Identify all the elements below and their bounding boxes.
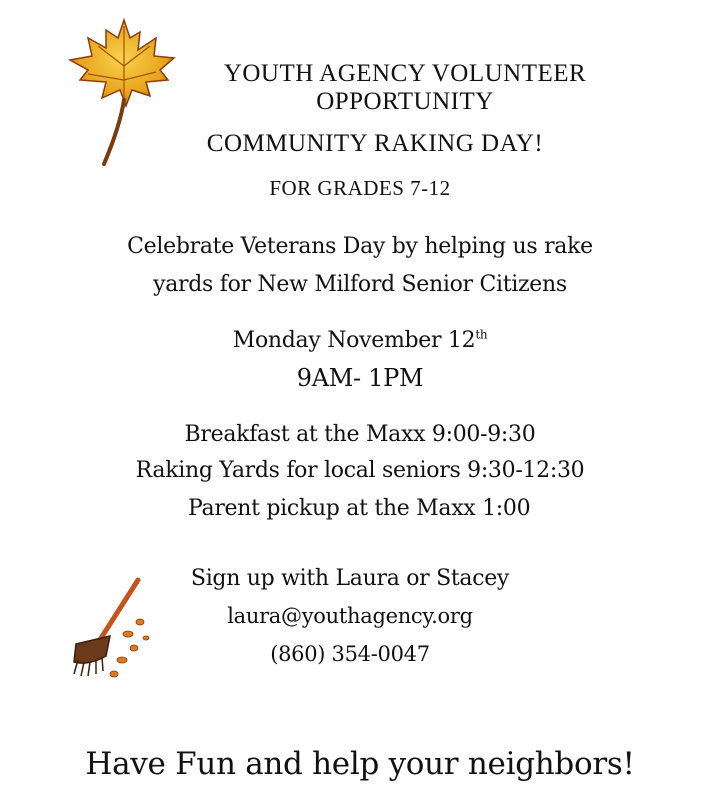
intro-line2: yards for New Milford Senior Citizens bbox=[153, 272, 567, 297]
event-date-suffix: th bbox=[475, 327, 488, 342]
heading-line1: YOUTH AGENCY VOLUNTEER bbox=[223, 60, 587, 87]
intro-line1: Celebrate Veterans Day by helping us rake bbox=[127, 234, 593, 259]
event-date bbox=[160, 328, 560, 353]
schedule-item-pickup: Parent pickup at the Maxx 1:00 bbox=[188, 496, 531, 521]
phone-number: (860) 354-0047 bbox=[270, 642, 430, 666]
rake-icon bbox=[66, 574, 158, 684]
closing-message: Have Fun and help your neighbors! bbox=[85, 746, 635, 782]
email-link[interactable]: laura@youthagency.org bbox=[227, 604, 473, 628]
event-date-text: Monday November 12 bbox=[232, 328, 476, 353]
event-time: 9AM- 1PM bbox=[296, 364, 424, 392]
heading-line2: OPPORTUNITY bbox=[316, 88, 494, 115]
schedule-item-breakfast: Breakfast at the Maxx 9:00-9:30 bbox=[184, 422, 536, 447]
schedule-item-raking: Raking Yards for local seniors 9:30-12:30 bbox=[135, 458, 585, 483]
event-title: COMMUNITY RAKING DAY! bbox=[206, 130, 544, 157]
grades-label: FOR GRADES 7-12 bbox=[269, 176, 451, 200]
signup-text: Sign up with Laura or Stacey bbox=[190, 566, 510, 591]
